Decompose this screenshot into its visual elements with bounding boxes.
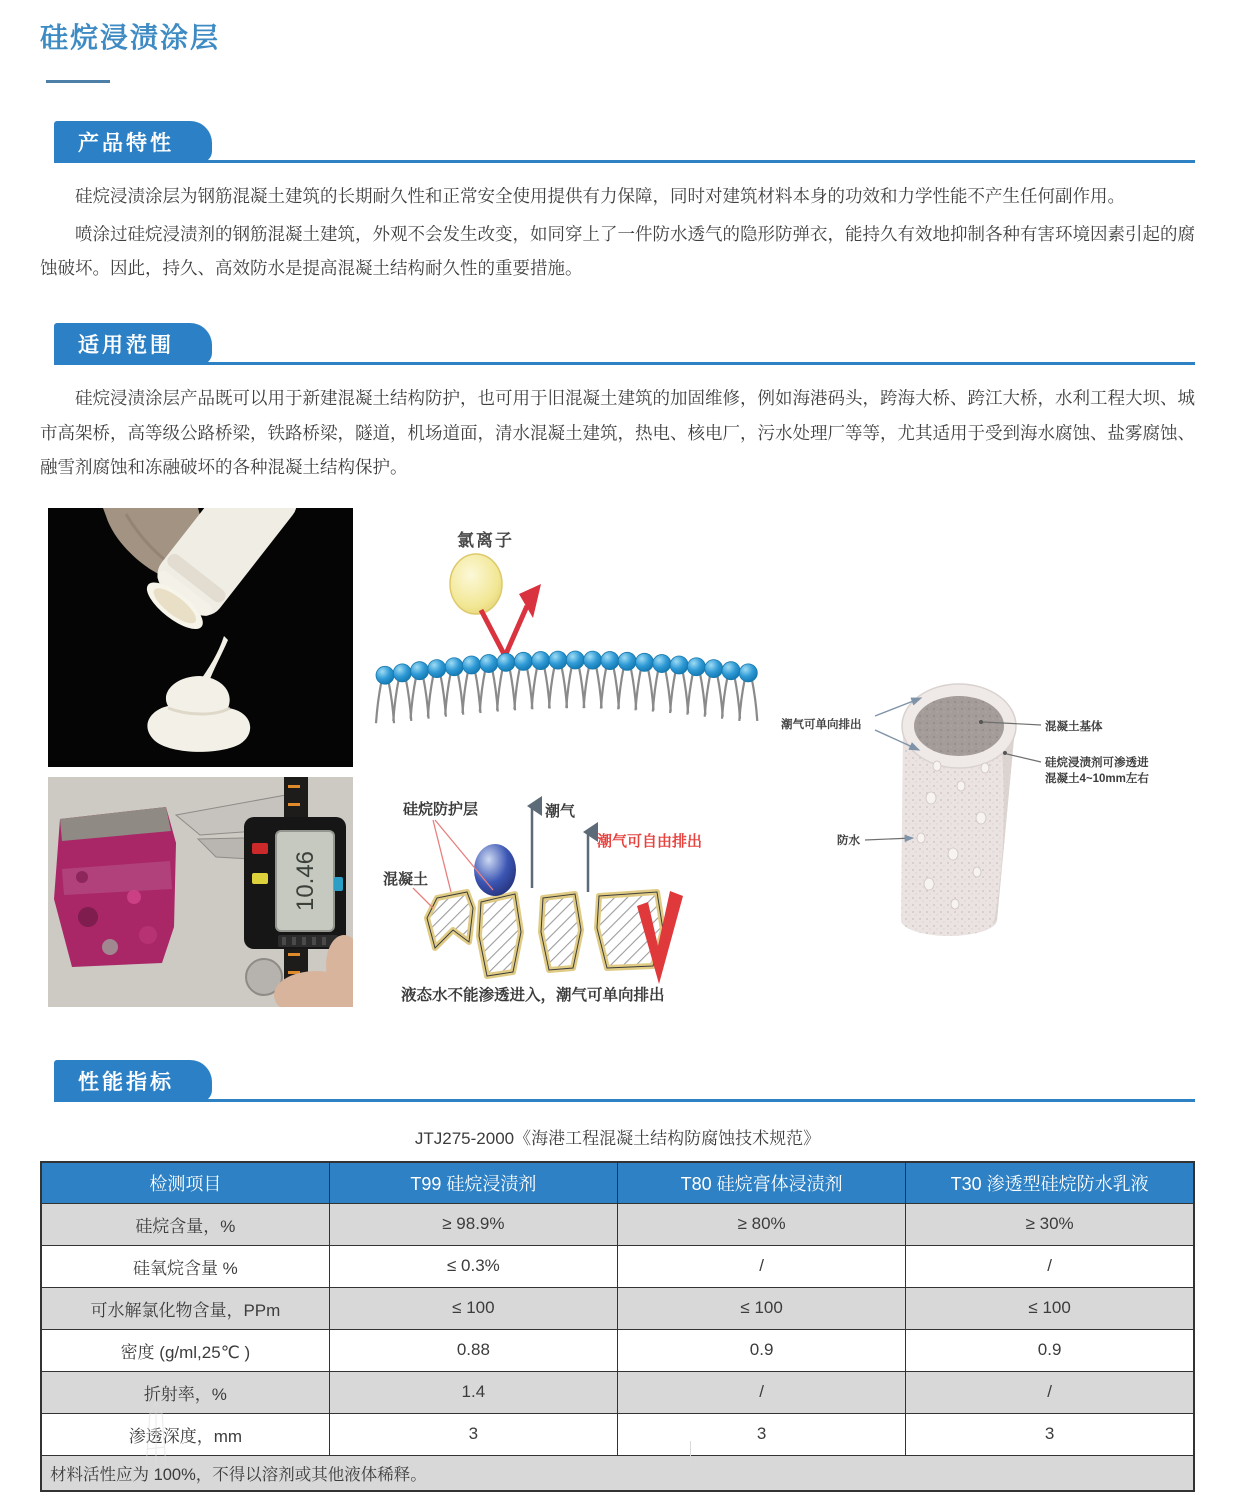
table-row [41, 1329, 1194, 1371]
section-header-features [54, 121, 1195, 163]
table-row [41, 1413, 1194, 1455]
membrane-free-escape-label: 潮气可自由排出 [597, 832, 703, 850]
watermark-tower-sketch [112, 1399, 202, 1467]
table-cell: 0.9 [618, 1329, 906, 1371]
title-underline [46, 80, 110, 83]
column-header-1: T99 硅烷浸渍剂 [329, 1162, 617, 1204]
cylinder-penetration-label-2: 混凝土4~10mm左右 [1045, 772, 1149, 785]
cylinder-waterproof-label: 防水 [837, 834, 860, 847]
diagram-treated-cylinder [771, 658, 1191, 968]
diagram-chloride-repelled [369, 508, 769, 758]
table-cell: / [906, 1371, 1194, 1413]
section-rule [54, 160, 1195, 163]
table-cell: 3 [329, 1413, 617, 1455]
photo-silane-cream-pouring [48, 508, 353, 767]
table-row [41, 1245, 1194, 1287]
column-header-2: T80 硅烷膏体浸渍剂 [618, 1162, 906, 1204]
chloride-ion-label: 氯离子 [457, 530, 514, 550]
table-cell: 密度 (g/ml,25℃ ) [41, 1329, 329, 1371]
table-cell: / [618, 1371, 906, 1413]
column-header-0: 检测项目 [41, 1162, 329, 1204]
cylinder-base-label: 混凝土基体 [1045, 720, 1103, 733]
figure-column-diagrams [369, 508, 771, 1008]
document-page [0, 16, 1235, 1492]
table-cell: ≤ 100 [906, 1287, 1194, 1329]
table-cell: 折射率，% [41, 1371, 329, 1413]
table-row [41, 1371, 1194, 1413]
table-cell: ≥ 80% [618, 1203, 906, 1245]
table-cell: ≤ 100 [329, 1287, 617, 1329]
performance-table [40, 1161, 1195, 1492]
table-row [41, 1287, 1194, 1329]
cylinder-one-way-label: 潮气可单向排出 [781, 718, 862, 731]
table-cell: 1.4 [329, 1371, 617, 1413]
table-cell: ≥ 30% [906, 1203, 1194, 1245]
membrane-caption: 液态水不能渗透进入，潮气可单向排出 [401, 986, 665, 1004]
section-heading-performance: 性能指标 [78, 1070, 174, 1094]
features-paragraph-2: 喷涂过硅烷浸渍剂的钢筋混凝土建筑，外观不会发生改变，如同穿上了一件防水透气的隐形防弹衣，能持久有效地抑制各种有害环境因素引起的腐蚀破坏。因此，持久、高效防水是提高混凝土结构耐久性的重要措施。 [40, 224, 1195, 279]
photo-caliper-measurement [48, 777, 353, 1007]
diagram-breathable-membrane [375, 780, 705, 1008]
section-badge-features [54, 121, 212, 163]
section-badge-scope [54, 323, 212, 365]
table-cell: 硅烷含量，% [41, 1203, 329, 1245]
table-cell: 3 [618, 1413, 906, 1455]
features-paragraph-1: 硅烷浸渍涂层为钢筋混凝土建筑的长期耐久性和正常安全使用提供有力保障，同时对建筑材料本身的功效和力学性能不产生任何副作用。 [75, 186, 1125, 206]
table-footnote: 材料活性应为 100%，不得以溶剂或其他液体稀释。 [41, 1455, 1194, 1491]
section-heading-features: 产品特性 [78, 132, 174, 155]
section-badge-performance [54, 1060, 212, 1102]
figure-column-cylinder [771, 508, 1195, 968]
membrane-moisture-label: 潮气 [545, 802, 576, 820]
table-cell: ≥ 98.9% [329, 1203, 617, 1245]
section-header-scope [54, 323, 1195, 365]
table-footnote-row [41, 1455, 1194, 1491]
table-cell: 可水解氯化物含量，PPm [41, 1287, 329, 1329]
cylinder-penetration-label-1: 硅烷浸渍剂可渗透进 [1045, 756, 1149, 769]
watermark-line [690, 1441, 691, 1467]
column-header-3: T30 渗透型硅烷防水乳液 [906, 1162, 1194, 1204]
table-row [41, 1203, 1194, 1245]
table-cell: 0.9 [906, 1329, 1194, 1371]
section-rule [54, 362, 1195, 365]
scope-paragraph: 硅烷浸渍涂层产品既可以用于新建混凝土结构防护，也可用于旧混凝土建筑的加固维修，例如海港码头，跨海大桥、跨江大桥，水利工程大坝、城市高架桥，高等级公路桥梁，铁路桥梁，隧道，机场道面，清水混凝土建筑，热电、核电厂，污水处理厂等等，尤其适用于受到海水腐蚀、盐雾腐蚀、融雪剂腐蚀和冻融破坏的各种混凝土结构保护。 [40, 388, 1195, 477]
section-heading-scope: 适用范围 [78, 334, 174, 358]
figure-column-photos [48, 508, 353, 1007]
table-cell: / [618, 1245, 906, 1287]
table-title: JTJ275-2000《海港工程混凝土结构防腐蚀技术规范》 [414, 1128, 821, 1148]
table-cell: 硅氧烷含量 % [41, 1245, 329, 1287]
section-header-performance [54, 1060, 1195, 1102]
membrane-concrete-label: 混凝土 [383, 870, 429, 888]
membrane-layer-label: 硅烷防护层 [403, 800, 479, 818]
table-cell: ≤ 0.3% [329, 1245, 617, 1287]
section-rule [54, 1099, 1195, 1102]
table-cell: 渗透深度，mm [41, 1413, 329, 1455]
table-header-row [41, 1162, 1194, 1204]
table-cell: 3 [906, 1413, 1194, 1455]
table-cell: 0.88 [329, 1329, 617, 1371]
table-cell: ≤ 100 [618, 1287, 906, 1329]
caliper-lcd-value: 10.46 [292, 850, 319, 911]
table-cell: / [906, 1245, 1194, 1287]
page-title: 硅烷浸渍涂层 [40, 22, 221, 53]
figure-grid [48, 508, 1195, 1008]
